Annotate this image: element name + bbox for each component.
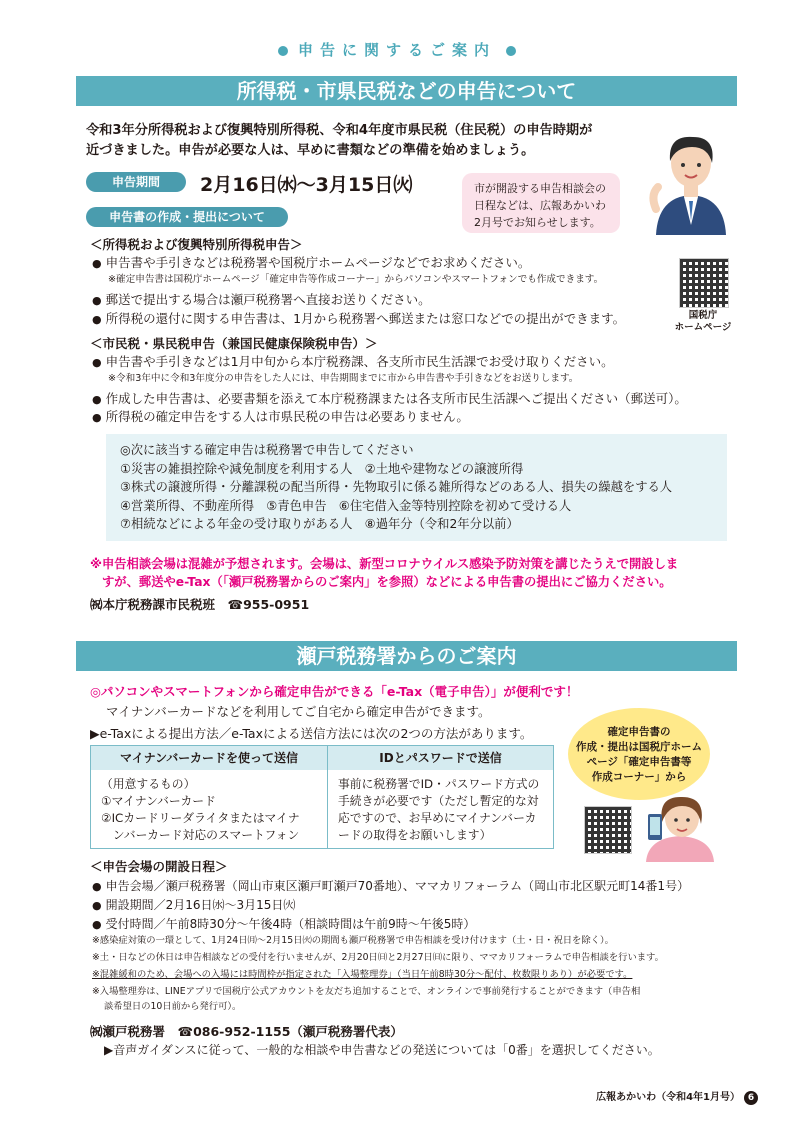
schedule-hours: ● 受付時間／午前8時30分〜午後4時（相談時間は午前9時〜午後5時）: [92, 915, 475, 934]
income-bullet-2: ● 郵送で提出する場合は瀬戸税務署へ直接お送りください。: [92, 291, 431, 310]
income-subhead: ＜所得税および復興特別所得税申告＞: [90, 237, 303, 252]
speech-bubble: 市が開設する申告相談会の 日程などは、広報あかいわ 2月号でお知らせします。: [462, 173, 620, 233]
city-contact: ㈷本庁税務課市民税班 ☎955-0951: [90, 597, 310, 612]
etax-methods-table: [90, 745, 554, 849]
qr-code-nta[interactable]: [679, 258, 729, 308]
city-subhead: ＜市民税・県民税申告（兼国民健康保険税申告）＞: [90, 336, 378, 351]
income-note-1: ※確定申告書は国税庁ホームページ「確定申告等作成コーナー」からパソコンやスマートフォンでも作成できます。: [108, 274, 604, 285]
page-footer: 広報あかいわ（令和4年1月号） 6: [596, 1088, 758, 1105]
tax-office-box: ◎次に該当する確定申告は税務署で申告してください ①災害の雑損控除や減免制度を利用する人 ②土地や建物などの譲渡所得 ③株式の譲渡所得・分離課税の配当所得・先物取引に係る雑所得などのある人、損失の繰越をする人 ④営業所得、不動産所得 ⑤青色申告 ⑥住宅借入金等特別控除を初めて受ける人 ⑦相続などによる年金の受け取りがある人 ⑧過年分（令和2年分以前）: [106, 434, 727, 541]
etax-method: ▶e-Taxによる提出方法／e-Taxによる送信方法には次の2つの方法があります。: [90, 726, 533, 741]
schedule-note-2: ※土・日などの休日は申告相談などの受付を行いませんが、2月20日㈰と2月27日㈰に限り、ママカリフォーラムで申告相談を行います。: [92, 952, 664, 963]
etax-heading: ◎パソコンやスマートフォンから確定申告ができる「e-Tax（電子申告）」が便利です！: [90, 684, 579, 699]
dot-icon: [278, 46, 288, 56]
schedule-period: ● 開設期間／2月16日㈬〜3月15日㈫: [92, 896, 295, 915]
table-cell-idpass: 事前に税務署でID・パスワード方式の 手続きが必要です（ただし暫定的な対 応ですので、お早めにマイナンバーカ ードの取得をお願いします）: [338, 777, 540, 842]
schedule-note-4: ※入場整理券は、LINEアプリで国税庁公式アカウントを友だち追加することで、オンラインで事前発行することができます（申告相: [92, 986, 641, 997]
schedule-note-1: ※感染症対策の一環として、1月24日㈪〜2月15日㈫の期間も瀬戸税務署で申告相談を受け付けます（土・日・祝日を除く）。: [92, 935, 614, 946]
page-number: 6: [744, 1091, 758, 1105]
city-bullet-2: ● 作成した申告書は、必要書類を添えて本庁税務課または各支所市民生活課へご提出ください（郵送可）。: [92, 390, 687, 409]
city-bullet-1: ● 申告書や手引きなどは1月中旬から本庁税務課、各支所市民生活課でお受け取りください。: [92, 353, 614, 372]
period-label-pill: 申告期間: [86, 172, 186, 192]
table-header-idpass: IDとパスワードで送信: [328, 746, 553, 770]
prep-label-pill: 申告書の作成・提出について: [86, 207, 288, 227]
schedule-venue: ● 申告会場／瀬戸税務署（岡山市東区瀬戸町瀬戸70番地）、ママカリフォーラム（岡山市北区駅元町14番1号）: [92, 877, 689, 896]
tax-office-contact: ㈷瀬戸税務署 ☎086-952-1155（瀬戸税務署代表）: [90, 1024, 403, 1039]
etax-subtext: マイナンバーカードなどを利用してご自宅から確定申告ができます。: [106, 704, 491, 719]
section2-title: 瀬戸税務署からのご案内: [76, 641, 737, 671]
dot-icon: [506, 46, 516, 56]
income-bullet-1: ● 申告書や手引きなどは税務署や国税庁ホームページなどでお求めください。: [92, 254, 530, 273]
table-cell-mynumber: （用意するもの） ①マイナンバーカード ②ICカードリーダライタまたはマイナ ンバーカード対応のスマートフォン: [101, 777, 300, 842]
nta-callout-bubble: 確定申告書の 作成・提出は国税庁ホーム ページ「確定申告書等 作成コーナー」から: [568, 708, 710, 800]
woman-smartphone-illustration: [640, 792, 720, 862]
city-note-1: ※令和3年中に令和3年度分の申告をした人には、申告期間までに市から申告書や手引きなどをお送りします。: [108, 373, 579, 384]
schedule-note-3: ※混雑緩和のため、会場への入場には時間枠が指定された「入場整理券」（当日午前8時30分〜配付、枚数限りあり）が必要です。: [92, 969, 633, 980]
city-bullet-3: ● 所得税の確定申告をする人は市県民税の申告は必要ありません。: [92, 408, 469, 427]
section-header-label: 申告に関するご案内: [0, 39, 794, 60]
table-header-mynumber: マイナンバーカードを使って送信: [91, 746, 327, 770]
schedule-subhead: ＜申告会場の開設日程＞: [90, 859, 228, 874]
intro-text: 令和3年分所得税および復興特別所得税、令和4年度市県民税（住民税）の申告時期が 近づきました。申告が必要な人は、早めに書類などの準備を始めましょう。: [86, 123, 593, 158]
crowd-notice: ※申告相談会場は混雑が予想されます。会場は、新型コロナウイルス感染予防対策を講じたうえで開設しま すが、郵送やe-Tax（「瀬戸税務署からのご案内」を参照）などによる申告書の提出にご協力ください。: [90, 557, 679, 589]
qr-code-etax[interactable]: [584, 806, 632, 854]
schedule-note-5: 談希望日の10日前から発行可）。: [104, 1001, 242, 1012]
man-illustration: [648, 125, 734, 235]
qr-label: 国税庁 ホームページ: [674, 310, 732, 333]
tax-office-guidance: ▶音声ガイダンスに従って、一般的な相談や申告書などの発送については「0番」を選択してください。: [104, 1043, 660, 1057]
section1-title: 所得税・市県民税などの申告について: [76, 76, 737, 106]
period-dates: 2月16日㈬〜3月15日㈫: [200, 174, 413, 196]
income-bullet-3: ● 所得税の還付に関する申告書は、1月から税務署へ郵送または窓口などでの提出ができます。: [92, 310, 625, 329]
